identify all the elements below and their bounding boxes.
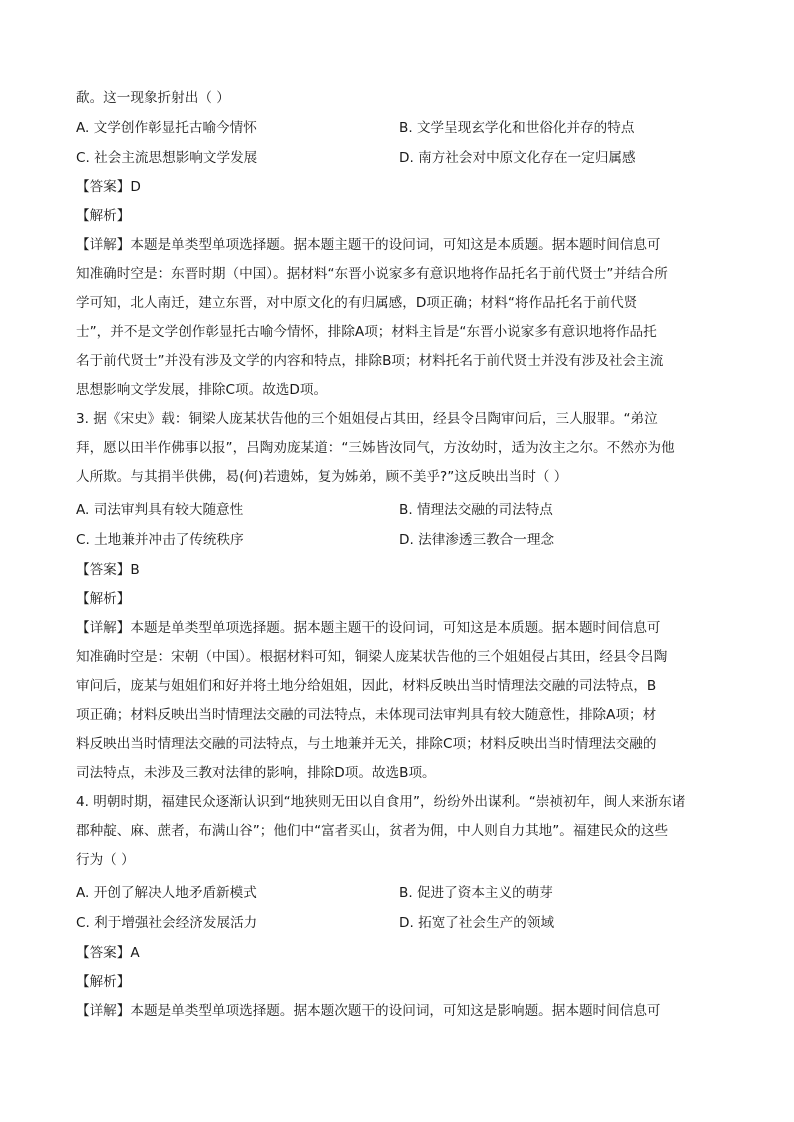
q2-option-b: B. 文学呈现玄学化和世俗化并存的特点: [399, 120, 635, 136]
q4-option-a: A. 开创了解决人地矛盾新模式: [76, 885, 257, 901]
q4-option-c: C. 利于增强社会经济发展活力: [76, 915, 258, 931]
q3-option-b: B. 情理法交融的司法特点: [399, 502, 553, 518]
q4-stem-line: 郡种靛、麻、蔗者，布满山谷”；他们中“富者买山，贫者为佣，中人则自力其地”。福建民众的这些: [76, 823, 669, 839]
q3-analysis-line: 料反映出当时情理法交融的司法特点，与土地兼并无关，排除C项；材料反映出当时情理法交融的: [76, 736, 657, 752]
q4-stem-line: 4. 明朝时期，福建民众逐渐认识到“地狭则无田以自食用”，纷纷外出谋利。“崇祯初年，闽人来浙东诸: [76, 794, 686, 810]
q2-option-a: A. 文学创作彰显托古喻今情怀: [76, 120, 257, 136]
q3-analysis-line: 【详解】本题是单类型单项选择题。据本题主题干的设问词，可知这是本质题。据本题时间信息可: [76, 620, 661, 636]
q2-analysis-line: 名于前代贤士”并没有涉及文学的内容和特点，排除B项；材料托名于前代贤士并没有涉及社会主流: [76, 353, 664, 369]
q2-analysis-line: 学可知，北人南迁，建立东晋，对中原文化的有归属感，D项正确；材料“将作品托名于前代贤: [76, 295, 638, 311]
q4-option-d: D. 拓宽了社会生产的领域: [399, 915, 555, 931]
q2-answer: 【答案】D: [76, 179, 141, 195]
q3-option-d: D. 法律渗透三教合一理念: [399, 532, 555, 548]
q3-option-c: C. 土地兼并冲击了传统秩序: [76, 532, 244, 548]
q4-option-b: B. 促进了资本主义的萌芽: [399, 885, 553, 901]
q2-stem-tail: 歃。这一现象折射出（ ）: [76, 90, 230, 106]
q4-answer: 【答案】A: [76, 945, 140, 961]
q3-analysis-label: 【解析】: [76, 591, 131, 607]
q3-analysis-line: 项正确；材料反映出当时情理法交融的司法特点，未体现司法审判具有较大随意性，排除A项；材: [76, 707, 657, 723]
q2-option-d: D. 南方社会对中原文化存在一定归属感: [399, 150, 636, 166]
q2-analysis-line: 士”，并不是文学创作彰显托古喻今情怀，排除A项；材料主旨是“东晋小说家多有意识地将作品托: [76, 324, 657, 340]
q2-option-c: C. 社会主流思想影响文学发展: [76, 150, 258, 166]
q4-stem-line: 行为（ ）: [76, 852, 135, 868]
q3-stem-line: 拜，愿以田半作佛事以报”，吕陶劝庞某道：“三姊皆汝同气，方汝幼时，适为汝主之尔。不然亦为他: [76, 440, 675, 456]
q2-analysis-line: 思想影响文学发展，排除C项。故选D项。: [76, 382, 328, 398]
q2-analysis-line: 【详解】本题是单类型单项选择题。据本题主题干的设问词，可知这是本质题。据本题时间信息可: [76, 237, 661, 253]
q3-answer: 【答案】B: [76, 562, 140, 578]
q3-stem-line: 3. 据《宋史》载：铜梁人庞某状告他的三个姐姐侵占其田，经县令吕陶审问后，三人服罪。“弟泣: [76, 411, 658, 427]
q3-analysis-line: 司法特点，未涉及三教对法律的影响，排除D项。故选B项。: [76, 765, 436, 781]
q3-stem-line: 人所欺。与其捐半供佛，曷(何)若遗姊，复为姊弟，顾不美乎?”这反映出当时（ ）: [76, 469, 568, 485]
q3-option-a: A. 司法审判具有较大随意性: [76, 502, 244, 518]
q3-analysis-line: 知准确时空是：宋朝（中国）。根据材料可知，铜梁人庞某状告他的三个姐姐侵占其田，经县令吕陶: [76, 649, 668, 665]
q4-analysis-label: 【解析】: [76, 974, 131, 990]
q4-analysis-line: 【详解】本题是单类型单项选择题。据本题次题干的设问词，可知这是影响题。据本题时间信息可: [76, 1003, 661, 1019]
q3-analysis-line: 审问后，庞某与姐姐们和好并将土地分给姐姐，因此，材料反映出当时情理法交融的司法特点，B: [76, 678, 657, 694]
q2-analysis-line: 知准确时空是：东晋时期（中国）。据材料“东晋小说家多有意识地将作品托名于前代贤士”并结合所: [76, 266, 668, 282]
q2-analysis-label: 【解析】: [76, 208, 131, 224]
